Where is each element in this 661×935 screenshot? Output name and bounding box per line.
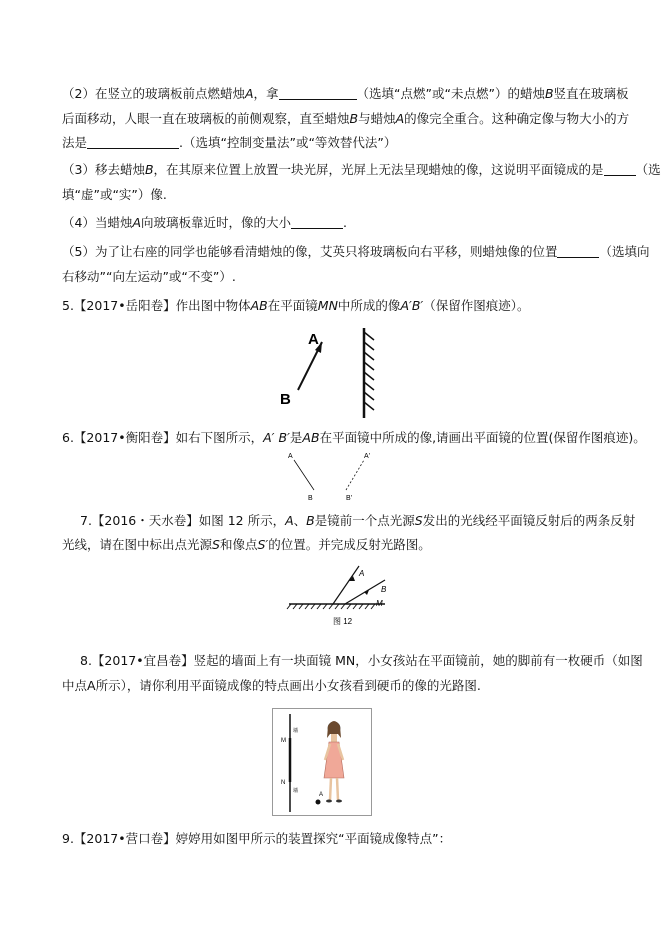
text: （选 — [635, 162, 661, 177]
q5-figure — [270, 322, 390, 422]
var: A′ B′ — [263, 430, 290, 445]
var: A — [285, 513, 294, 528]
text: 所示），请你利用平面镜成像的特点画出小女孩看到硬币的像的光路图. — [95, 678, 481, 693]
q4-part5-line1 — [62, 242, 649, 262]
q4-part2-line1 — [62, 84, 629, 104]
q9-text — [62, 829, 451, 849]
text: （保留作图痕迹）。 — [423, 298, 530, 313]
q7-figure — [285, 556, 405, 628]
label-A: A — [308, 331, 319, 348]
answer-blank — [87, 134, 179, 149]
var: B — [144, 162, 154, 177]
text: 竖直在玻璃板 — [553, 86, 629, 101]
text: 和像点 — [219, 537, 258, 552]
text: （3）移去蜡烛 — [62, 162, 145, 177]
text: . — [343, 215, 348, 230]
text: 光线，请在图中标出点光源 — [62, 537, 213, 552]
text: 法是 — [62, 135, 88, 150]
q6-text — [62, 428, 646, 448]
text: 中所成的像 — [337, 298, 401, 313]
var: AB — [250, 298, 268, 313]
text: 后面移动，人眼一直在玻璃板的前侧观察，直至蜡烛 — [62, 111, 350, 126]
text: 填“虚”或“实”）像. — [62, 187, 167, 202]
text: 6.【2017•衡阳卷】如右下图所示， — [62, 430, 264, 445]
wall-label: 墙 — [293, 728, 299, 734]
text: ，在其原来位置上放置一块光屏，光屏上无法呈现蜡烛的像，这说明平面镜成的是 — [153, 162, 604, 177]
label-A2: A' — [364, 453, 371, 460]
text: 的位置。并完成反射光路图。 — [268, 537, 431, 552]
var: MN — [317, 298, 338, 313]
q8-line1 — [80, 651, 643, 671]
text: 中点 — [62, 678, 88, 693]
text: （5）为了让右座的同学也能够看清蜡烛的像，艾英只将玻璃板向右平移，则蜡烛像的位置 — [62, 244, 558, 259]
text: 是 — [289, 430, 303, 445]
answer-blank — [279, 85, 357, 100]
var: A — [395, 111, 405, 126]
q4-part5-line2 — [62, 267, 236, 287]
text: 7.【2016・天水卷】如图 12 所示， — [80, 513, 286, 528]
text: 9.【2017•营口卷】婷婷用如图甲所示的装置探究“平面镜成像特点”： — [62, 831, 452, 846]
var: S′ — [257, 537, 269, 552]
text: 是镜前一个点光源 — [314, 513, 415, 528]
text: 的像完全重合。这种确定像与物大小的方 — [404, 111, 630, 126]
q7-line2 — [62, 535, 431, 555]
text: 向玻璃板靠近时，像的大小 — [141, 215, 292, 230]
var: B — [306, 513, 315, 528]
segment-AB — [294, 460, 314, 490]
q6-figure — [280, 448, 380, 504]
text: .（选填“控制变量法”或“等效替代法”） — [179, 135, 397, 150]
wall-label: 墙 — [293, 788, 299, 794]
var: A — [132, 215, 142, 230]
label-B2: B' — [346, 495, 353, 502]
text: 在平面镜 — [267, 298, 318, 313]
q5-text — [62, 296, 530, 316]
text: ，拿 — [253, 86, 279, 101]
q7-line1 — [80, 511, 635, 531]
var: A′B′ — [400, 298, 424, 313]
text: （选填向 — [599, 244, 650, 259]
label-M: M — [281, 738, 286, 744]
answer-blank — [604, 161, 636, 176]
label-N: N — [281, 780, 286, 786]
q8-line2 — [62, 676, 481, 696]
text: 5.【2017•岳阳卷】作出图中物体 — [62, 298, 251, 313]
mirror-hatching — [364, 332, 374, 410]
q4-part2-line3 — [62, 133, 396, 153]
q4-part4 — [62, 213, 347, 233]
q4-part3-line1 — [62, 160, 661, 180]
text: 、 — [293, 513, 307, 528]
text: 在平面镜中所成的像,请画出平面镜的位置(保留作图痕迹)。 — [319, 430, 646, 445]
q4-part3-line2 — [62, 185, 167, 205]
var: S — [414, 513, 423, 528]
figure-frame — [273, 709, 372, 816]
label-A: A — [359, 569, 365, 578]
text: （选填“点燃”或“未点燃”）的蜡烛 — [356, 86, 545, 101]
var: B — [349, 111, 359, 126]
answer-blank — [557, 243, 599, 258]
label-A: A — [319, 792, 324, 798]
label-M: M — [376, 599, 383, 608]
figure-caption: 图 12 — [333, 617, 353, 626]
label-B: B — [308, 495, 313, 502]
q8-figure — [272, 708, 372, 816]
girl-figure — [324, 721, 344, 803]
segment-A2B2 — [346, 460, 364, 490]
label-B: B — [381, 585, 387, 594]
q4-part2-line2 — [62, 109, 629, 129]
answer-blank — [291, 214, 343, 229]
text: 右移动”“向左运动”或“不变”）. — [62, 269, 236, 284]
text: 8.【2017•宜昌卷】竖起的墙面上有一块面镜 MN，小女孩站在平面镜前，她的脚前有一枚硬币（如图 — [80, 653, 643, 668]
var: S — [212, 537, 220, 552]
text: A — [87, 678, 96, 693]
var: B — [544, 86, 554, 101]
text: 发出的光线经平面镜反射后的两条反射 — [422, 513, 636, 528]
label-A: A — [288, 453, 293, 460]
text: 与蜡烛 — [358, 111, 396, 126]
text: （4）当蜡烛 — [62, 215, 133, 230]
var: A — [244, 86, 254, 101]
coin-point-A — [316, 800, 321, 805]
var: AB — [302, 430, 320, 445]
text: （2）在竖立的玻璃板前点燃蜡烛 — [62, 86, 245, 101]
label-B: B — [280, 391, 291, 408]
